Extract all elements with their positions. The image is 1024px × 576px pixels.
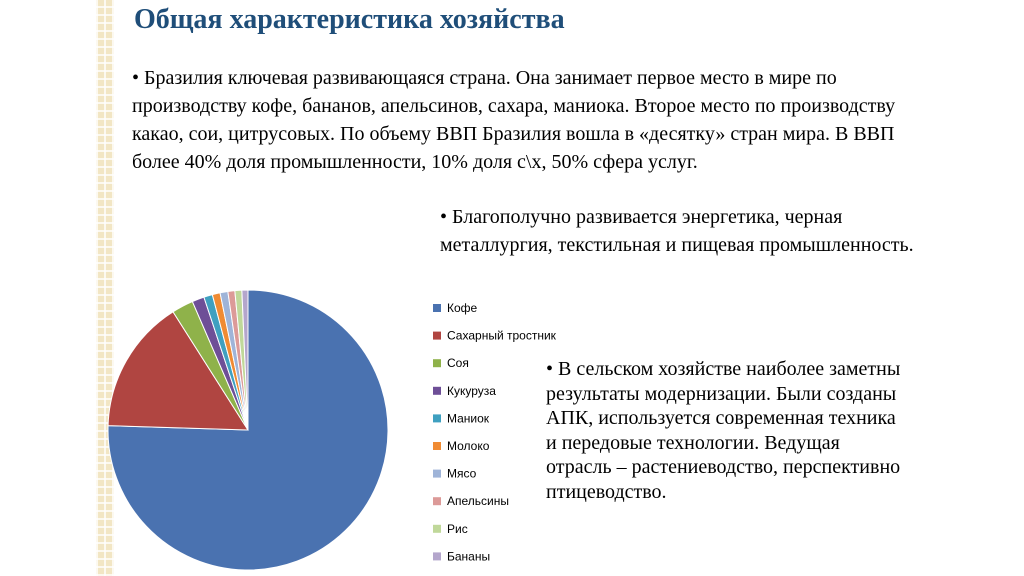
legend-swatch-6	[433, 442, 441, 450]
bullet-paragraph-agriculture: • В сельском хозяйстве наиболее заметны результаты модернизации. Были созданы АПК, используется современная техника и передовые технологии. Ведущая отрасль – растениеводство, перспективно птицеводство.	[546, 358, 901, 503]
legend-label-8: Апельсины	[447, 494, 509, 509]
bullet-paragraph-industry: • Благополучно развивается энергетика, черная металлургия, текстильная и пищевая промышленность.	[440, 206, 914, 256]
legend-swatch-3	[433, 359, 441, 367]
legend-label-4: Кукуруза	[447, 383, 496, 398]
agriculture-pie-chart	[100, 280, 600, 576]
legend-swatch-9	[433, 525, 441, 533]
legend-swatch-4	[433, 387, 441, 395]
legend-label-3: Соя	[447, 356, 469, 371]
slide-title: Общая характеристика хозяйства	[134, 4, 565, 35]
legend-swatch-2	[433, 332, 441, 340]
legend-label-9: Рис	[447, 521, 468, 536]
legend-swatch-10	[433, 552, 441, 560]
legend-label-7: Мясо	[447, 466, 477, 481]
pie-slices	[108, 290, 388, 570]
legend-label-5: Маниок	[447, 411, 490, 426]
bullet-paragraph-economy: • Бразилия ключевая развивающаяся страна. Она занимает первое место в мире по производству кофе, бананов, апельсинов, сахара, маниока. Второе место по производству какао, сои, цитрусовых. По объему ВВП Бразилия вошла в «десятку» стран мира. В ВВП более 40% доля промышленности, 10% доля с\х, 50% сфера услуг.	[132, 67, 896, 173]
legend-label-2: Сахарный тростник	[447, 328, 556, 343]
legend-label-1: Кофе	[447, 301, 478, 315]
legend-swatch-8	[433, 497, 441, 505]
legend-swatch-5	[433, 414, 441, 422]
legend-swatch-1	[433, 304, 441, 312]
pie-legend	[433, 301, 557, 563]
legend-label-10: Бананы	[447, 549, 491, 564]
legend-label-6: Молоко	[447, 439, 490, 453]
legend-swatch-7	[433, 470, 441, 478]
